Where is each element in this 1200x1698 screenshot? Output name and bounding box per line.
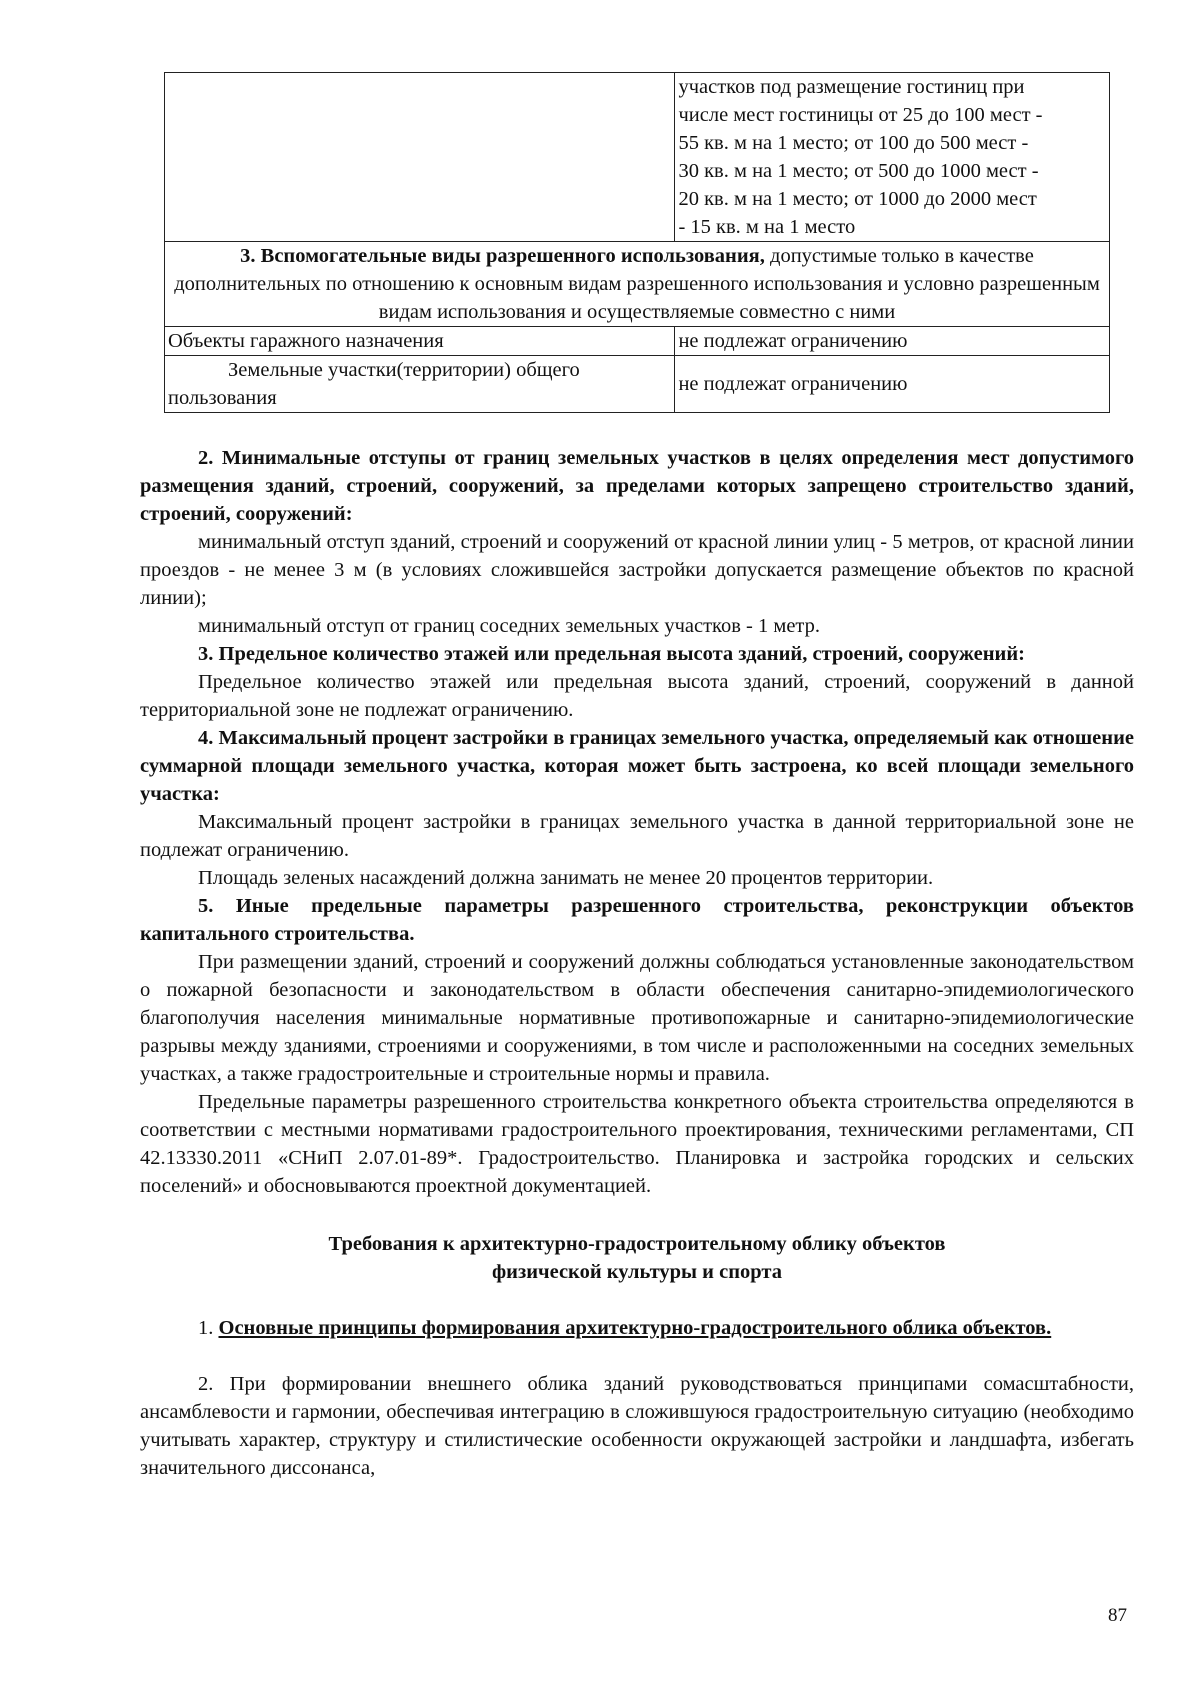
table-row <box>165 356 1110 413</box>
section-5-title: 5. Иные предельные параметры разрешенного строительства, реконструкции объектов капитального строительства. <box>140 895 1134 945</box>
table-row <box>165 327 1110 356</box>
hotel-line: участков под размещение гостиниц при <box>678 76 1025 98</box>
value-cell: не подлежат ограничению <box>675 327 1110 356</box>
hotel-line: 55 кв. м на 1 место; от 100 до 500 мест - <box>678 132 1029 154</box>
table-cell-empty <box>165 73 675 242</box>
item-text: При формировании внешнего облика зданий руководствоваться принципами сомасштабности, ансамблевости и гармонии, обеспечивая интеграцию в сложившуюся градостроительную ситуацию (необходимо учитывать характер, структуру и стилистические особенности окружающей застройки и ландшафта, избегать значительного диссонанса, <box>140 1373 1135 1479</box>
hotel-line: - 15 кв. м на 1 место <box>678 216 856 238</box>
hotel-line: 20 кв. м на 1 место; от 1000 до 2000 мест <box>678 188 1037 210</box>
section-4-paragraph: Максимальный процент застройки в границах земельного участка в данной территориальной зоне не подлежат ограничению. <box>140 811 1134 861</box>
object-cell: Земельные участки(территории) общего пользования <box>165 356 675 413</box>
auxiliary-uses-header <box>165 242 1110 327</box>
section-5-paragraph: Предельные параметры разрешенного строительства конкретного объекта строительства определяются в соответствии с местными нормативами градостроительного проектирования, техническими регламентами, СП 42.13330.2011 «СНиП 2.07.01-89*. Градостроительство. Планировка и застройка городских и сельских поселений» и обосновываются проектной документацией. <box>140 1091 1134 1197</box>
section-2-paragraph: минимальный отступ зданий, строений и сооружений от красной линии улиц - 5 метров, от красной линии проездов - не менее 3 м (в условиях сложившейся застройки допускается размещение объектов по красной линии); <box>140 531 1134 609</box>
requirements-item-1 <box>140 1314 1134 1342</box>
permitted-use-table <box>164 72 1110 413</box>
section-3-paragraph: Предельное количество этажей или предельная высота зданий, строений, сооружений в данной территориальной зоне не подлежат ограничению. <box>140 671 1134 721</box>
value-cell: не подлежат ограничению <box>675 356 1110 413</box>
section-2-paragraph: минимальный отступ от границ соседних земельных участков - 1 метр. <box>198 615 821 637</box>
item-number: 1. <box>198 1317 214 1339</box>
auxiliary-uses-description: допустимые только в качестве дополнительных по отношению к основным видам разрешенного использования и условно разрешенным видам использования и осуществляемые совместно с ними <box>174 245 1100 323</box>
document-body <box>140 444 1134 1482</box>
section-5-paragraph: При размещении зданий, строений и сооружений должны соблюдаться установленные законодательством о пожарной безопасности и законодательством в области обеспечения санитарно-эпидемиологического благополучия населения минимальные нормативные противопожарные и санитарно-эпидемиологические разрывы между зданиями, строениями и сооружениями, в том числе и расположенными на соседних земельных участках, а также градостроительные и строительные нормы и правила. <box>140 951 1134 1085</box>
requirements-subtitle: физической культуры и спорта <box>492 1261 782 1283</box>
section-4-paragraph: Площадь зеленых насаждений должна занимать не менее 20 процентов территории. <box>198 867 934 889</box>
item-number: 2. <box>198 1373 214 1395</box>
table-row <box>165 242 1110 327</box>
section-4-title: 4. Максимальный процент застройки в границах земельного участка, определяемый как отношение суммарной площади земельного участка, которая может быть застроена, ко всей площади земельного участка: <box>140 727 1134 805</box>
section-2-title: 2. Минимальные отступы от границ земельных участков в целях определения мест допустимого размещения зданий, строений, сооружений, за пределами которых запрещено строительство зданий, строений, сооружений: <box>140 447 1134 525</box>
hotel-parameters-cell <box>675 73 1110 242</box>
table-row <box>165 73 1110 242</box>
section-3-title: 3. Предельное количество этажей или предельная высота зданий, строений, сооружений: <box>198 643 1025 665</box>
requirements-title: Требования к архитектурно-градостроительному облику объектов <box>328 1233 946 1255</box>
requirements-item-2 <box>140 1370 1134 1482</box>
object-cell: Объекты гаражного назначения <box>165 327 675 356</box>
hotel-line: 30 кв. м на 1 место; от 500 до 1000 мест - <box>678 160 1039 182</box>
item-text: Основные принципы формирования архитектурно-градостроительного облика объектов. <box>218 1317 1052 1339</box>
page-number: 87 <box>1108 1605 1127 1626</box>
hotel-line: числе мест гостиницы от 25 до 100 мест - <box>678 104 1043 126</box>
auxiliary-uses-heading: 3. Вспомогательные виды разрешенного использования, <box>240 245 765 267</box>
